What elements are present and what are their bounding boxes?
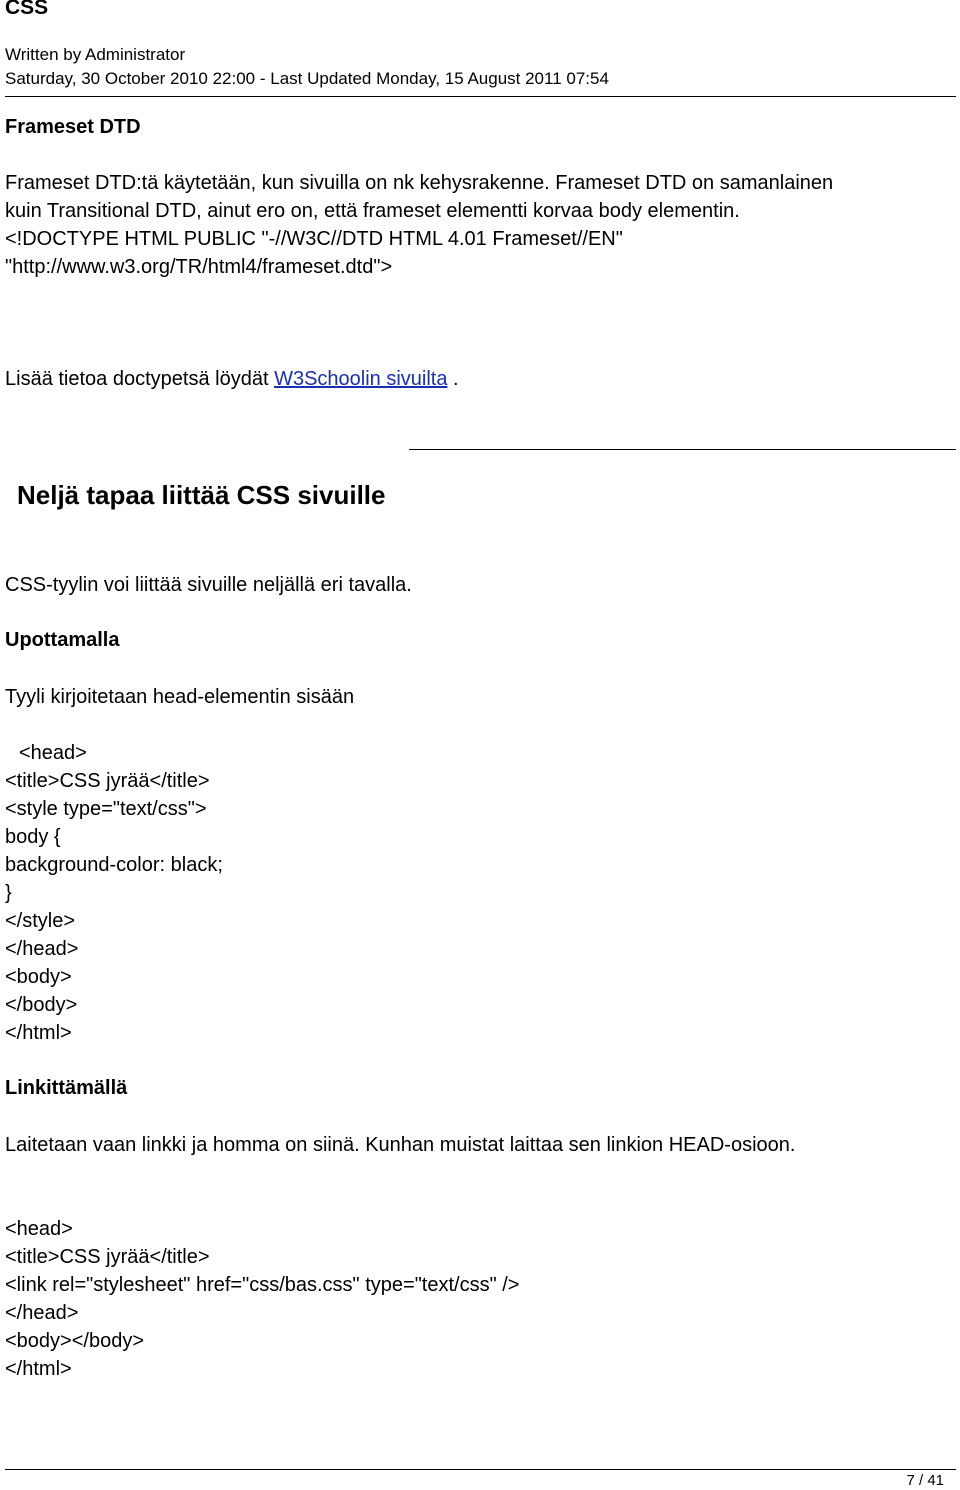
section-divider	[409, 449, 956, 450]
code-line: </head>	[5, 938, 79, 960]
doctype-line-2: "http://www.w3.org/TR/html4/frameset.dtd">	[5, 256, 393, 278]
frameset-heading: Frameset DTD	[5, 116, 141, 138]
code-line: </body>	[5, 994, 78, 1016]
link-description: Laitetaan vaan linkki ja homma on siinä. Kunhan muistat laittaa sen linkion HEAD-osioon.	[5, 1134, 796, 1156]
page-number: 7 / 41	[906, 1472, 944, 1489]
more-info-prefix: Lisää tietoa doctypetsä löydät	[5, 368, 275, 390]
embed-heading: Upottamalla	[5, 629, 120, 651]
code-line: background-color: black;	[5, 854, 223, 876]
code-line: }	[5, 882, 12, 904]
more-info-paragraph	[5, 365, 459, 393]
section-intro: CSS-tyylin voi liittää sivuille neljällä eri tavalla.	[5, 574, 412, 596]
code-line: <style type="text/css">	[5, 798, 207, 820]
code-line: <title>CSS jyrää</title>	[5, 770, 210, 792]
code-line: </html>	[5, 1022, 72, 1044]
frameset-para-line-2: kuin Transitional DTD, ainut ero on, että frameset elementti korvaa body elementin.	[5, 200, 740, 222]
embed-description: Tyyli kirjoitetaan head-elementin sisään	[5, 686, 355, 708]
author-line: Written by Administrator	[5, 45, 186, 64]
footer-divider	[5, 1469, 956, 1470]
page-title: CSS	[5, 0, 49, 19]
header-divider	[5, 96, 956, 97]
frameset-para-line-1: Frameset DTD:tä käytetään, kun sivuilla on nk kehysrakenne. Frameset DTD on samanlainen	[5, 172, 834, 194]
more-info-suffix: .	[447, 368, 459, 390]
code-line: <head>	[19, 742, 87, 764]
code-line: <title>CSS jyrää</title>	[5, 1246, 210, 1268]
code-line: <body>	[5, 966, 72, 988]
doctype-line-1: <!DOCTYPE HTML PUBLIC "-//W3C//DTD HTML 4.01 Frameset//EN"	[5, 228, 623, 250]
code-line: <body></body>	[5, 1330, 145, 1352]
section-heading: Neljä tapaa liittää CSS sivuille	[17, 480, 386, 510]
w3schools-link[interactable]: W3Schoolin sivuilta	[274, 368, 448, 390]
code-line: </head>	[5, 1302, 79, 1324]
code-line: </html>	[5, 1358, 72, 1380]
code-line: <head>	[5, 1218, 73, 1240]
code-line: <link rel="stylesheet" href="css/bas.css" type="text/css" />	[5, 1274, 520, 1296]
code-line: </style>	[5, 910, 76, 932]
dates-line: Saturday, 30 October 2010 22:00 - Last Updated Monday, 15 August 2011 07:54	[5, 69, 609, 88]
code-line: body {	[5, 826, 61, 848]
link-heading: Linkittämällä	[5, 1077, 128, 1099]
